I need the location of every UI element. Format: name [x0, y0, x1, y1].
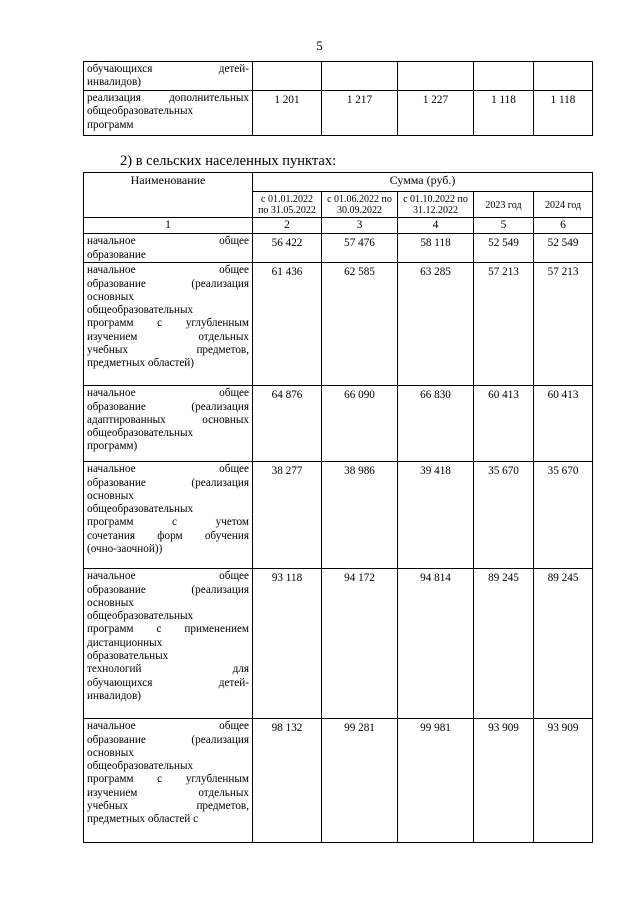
name-line: обучающихся детей-: [87, 676, 249, 689]
name-line: общеобразовательных: [87, 304, 194, 317]
main-table-cell-6: 93 909: [534, 719, 593, 843]
main-table-row-name: [84, 263, 253, 386]
name-line: предметных областей): [87, 357, 195, 370]
main-table-row-name: [84, 569, 253, 719]
main-table-container: [83, 172, 593, 843]
header-index-6: 6: [534, 218, 593, 234]
name-line: инвалидов): [87, 76, 142, 89]
name-line: общеобразовательных: [87, 503, 194, 516]
name-line: общеобразовательных: [87, 427, 194, 440]
top-table-cell-6: 1 118: [534, 91, 593, 136]
main-table-cell-2: 98 132: [253, 719, 322, 843]
name-line: программ с учетом: [87, 516, 249, 529]
header-sum: Сумма (руб.): [253, 173, 593, 192]
name-line: начальное общее: [87, 264, 249, 277]
main-table-cell-2: 61 436: [253, 263, 322, 386]
name-line: изучением отдельных: [87, 330, 249, 343]
header-index-2: 2: [253, 218, 322, 234]
name-line: программ: [87, 118, 134, 131]
name-line: основных: [87, 290, 134, 303]
top-table-row: [84, 91, 593, 136]
main-table-cell-3: 57 476: [322, 234, 398, 263]
top-table-row: [84, 62, 593, 91]
name-line: программ с углубленным: [87, 317, 249, 330]
main-table-cell-4: 39 418: [398, 462, 474, 569]
header-period-3: с 01.10.2022 по 31.12.2022: [398, 192, 474, 218]
main-table-cell-5: 89 245: [474, 569, 534, 719]
top-table-cell-2: [253, 62, 322, 91]
name-line: образовательных: [87, 650, 169, 663]
name-line: общеобразовательных: [87, 105, 194, 118]
main-table-row-name: [84, 719, 253, 843]
header-period-2: с 01.06.2022 по 30.09.2022: [322, 192, 398, 218]
main-table-cell-2: 93 118: [253, 569, 322, 719]
top-table-cell-5: [474, 62, 534, 91]
main-table-row: [84, 386, 593, 462]
header-period-4: 2023 год: [474, 192, 534, 218]
main-table-row-name: [84, 234, 253, 263]
top-table: [83, 61, 593, 136]
main-table-cell-5: 93 909: [474, 719, 534, 843]
name-line: программ): [87, 440, 138, 453]
main-table-row: [84, 719, 593, 843]
top-table-row-name: [84, 91, 253, 136]
main-table-cell-2: 56 422: [253, 234, 322, 263]
main-table-cell-3: 94 172: [322, 569, 398, 719]
section-title: 2) в сельских населенных пунктах:: [120, 153, 337, 169]
top-table-cell-3: [322, 62, 398, 91]
name-line: начальное общее: [87, 387, 249, 400]
main-table-cell-6: 89 245: [534, 569, 593, 719]
name-line: обучающихся детей-: [87, 63, 249, 75]
header-period-5: 2024 год: [534, 192, 593, 218]
main-table-cell-3: 38 986: [322, 462, 398, 569]
name-line: образование (реализация: [87, 400, 249, 413]
main-table-cell-3: 99 281: [322, 719, 398, 843]
name-line: дистанционных: [87, 636, 163, 649]
top-table-cell-3: 1 217: [322, 91, 398, 136]
main-table-cell-5: 52 549: [474, 234, 534, 263]
name-line: начальное общее: [87, 570, 249, 583]
main-table-cell-3: 62 585: [322, 263, 398, 386]
header-period-1: с 01.01.2022 по 31.05.2022: [253, 192, 322, 218]
main-table-cell-6: 52 549: [534, 234, 593, 263]
name-line: образование (реализация: [87, 583, 249, 596]
main-table-cell-6: 35 670: [534, 462, 593, 569]
top-table-container: [83, 61, 593, 136]
name-line: реализация дополнительных: [87, 92, 249, 104]
page-number: 5: [316, 38, 323, 53]
name-line: изучением отдельных: [87, 786, 249, 799]
top-table-cell-2: 1 201: [253, 91, 322, 136]
main-table-row: [84, 462, 593, 569]
main-table-cell-6: 57 213: [534, 263, 593, 386]
name-line: общеобразовательных: [87, 760, 194, 773]
main-table-cell-4: 58 118: [398, 234, 474, 263]
main-table-row-name: [84, 462, 253, 569]
top-table-cell-4: 1 227: [398, 91, 474, 136]
main-table-cell-5: 35 670: [474, 462, 534, 569]
name-line: начальное общее: [87, 235, 249, 248]
name-line: основных: [87, 596, 134, 609]
top-table-row-name: [84, 62, 253, 91]
main-table-row-name: [84, 386, 253, 462]
header-index-3: 3: [322, 218, 398, 234]
name-line: адаптированных основных: [87, 413, 249, 426]
main-table-row: [84, 234, 593, 263]
header-name: Наименование: [84, 173, 253, 218]
main-table-cell-5: 60 413: [474, 386, 534, 462]
main-table-row: [84, 569, 593, 719]
name-line: сочетания форм обучения: [87, 529, 249, 542]
header-index-5: 5: [474, 218, 534, 234]
name-line: инвалидов): [87, 689, 142, 702]
name-line: (очно-заочной)): [87, 543, 163, 556]
main-table-cell-2: 38 277: [253, 462, 322, 569]
main-table-cell-4: 63 285: [398, 263, 474, 386]
name-line: основных: [87, 746, 134, 759]
name-line: основных: [87, 489, 134, 502]
name-line: начальное общее: [87, 720, 249, 733]
main-table-cell-3: 66 090: [322, 386, 398, 462]
name-line: учебных предметов,: [87, 800, 249, 813]
name-line: предметных областей с: [87, 813, 199, 826]
main-table-cell-4: 99 981: [398, 719, 474, 843]
top-table-cell-4: [398, 62, 474, 91]
name-line: технологий для: [87, 663, 249, 676]
name-line: образование (реализация: [87, 733, 249, 746]
top-table-cell-6: [534, 62, 593, 91]
main-table-cell-5: 57 213: [474, 263, 534, 386]
name-line: программ с применением: [87, 623, 249, 636]
top-table-cell-5: 1 118: [474, 91, 534, 136]
main-table-cell-4: 66 830: [398, 386, 474, 462]
header-index-1: 1: [84, 218, 253, 234]
header-index-4: 4: [398, 218, 474, 234]
main-table-cell-2: 64 876: [253, 386, 322, 462]
name-line: образование (реализация: [87, 476, 249, 489]
main-table: [83, 172, 593, 843]
name-line: образование: [87, 248, 146, 261]
name-line: программ с углубленным: [87, 773, 249, 786]
name-line: образование (реализация: [87, 277, 249, 290]
main-table-cell-4: 94 814: [398, 569, 474, 719]
name-line: общеобразовательных: [87, 610, 194, 623]
main-table-row: [84, 263, 593, 386]
main-table-cell-6: 60 413: [534, 386, 593, 462]
name-line: учебных предметов,: [87, 344, 249, 357]
name-line: начальное общее: [87, 463, 249, 476]
